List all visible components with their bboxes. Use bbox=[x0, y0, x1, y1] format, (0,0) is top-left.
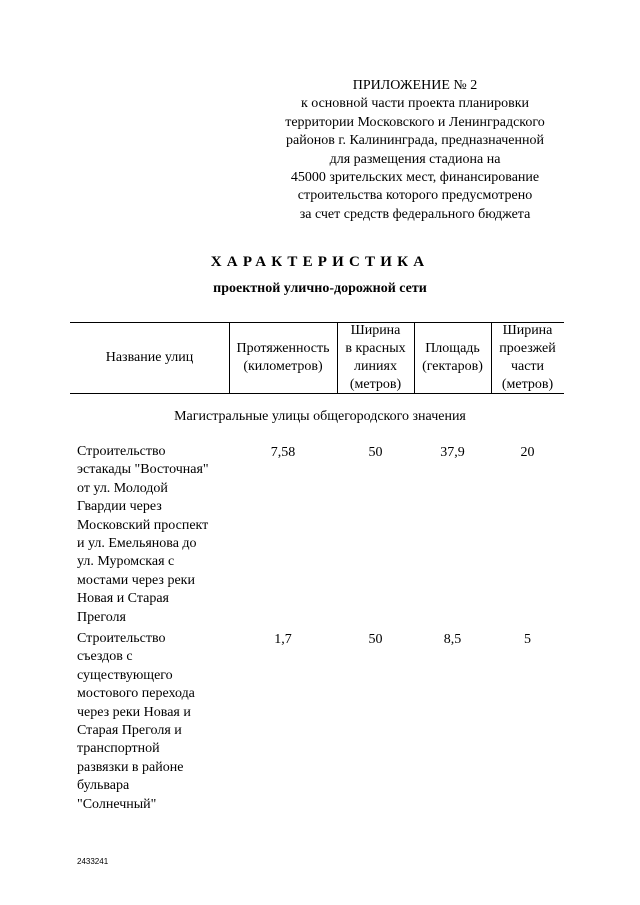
header-name-text: Название улиц bbox=[105, 349, 194, 365]
header-length bbox=[229, 322, 337, 393]
row-length: 7,58 bbox=[270, 445, 296, 460]
appendix-line: к основной части проекта планировки bbox=[300, 96, 530, 112]
appendix-block bbox=[250, 77, 580, 224]
header-text-line: Протяженность bbox=[236, 340, 330, 356]
header-width-red bbox=[337, 322, 414, 393]
header-text-line: (гектаров) bbox=[422, 358, 483, 374]
row-width-road: 20 bbox=[520, 445, 535, 460]
row-name: Строительство съездов с существующего мостового перехода через реки Новая и Старая Преголя и транспортной развязки в районе бульвара "Солнечный" bbox=[77, 631, 195, 812]
header-text-line: линиях bbox=[354, 358, 397, 374]
appendix-line: для размещения стадиона на bbox=[329, 151, 501, 167]
row-name: Строительство эстакады "Восточная" от ул. Молодой Гвардии через Московский проспект и ул. Емельянова до ул. Муромская с мостами через реки Новая и Старая Преголя bbox=[77, 444, 209, 625]
header-text-line: (километров) bbox=[243, 358, 323, 374]
row-width-red: 50 bbox=[368, 445, 383, 460]
header-text-line: в красных bbox=[345, 340, 406, 356]
document-subtitle: проектной улично-дорожной сети bbox=[213, 281, 427, 296]
header-text-line: части bbox=[510, 358, 545, 374]
header-text-line: (метров) bbox=[501, 376, 554, 392]
header-text-line: Ширина bbox=[502, 322, 553, 338]
appendix-line: районов г. Калининграда, предназначенной bbox=[286, 133, 544, 149]
appendix-line: ПРИЛОЖЕНИЕ № 2 bbox=[352, 78, 478, 93]
appendix-line: за счет средств федерального бюджета bbox=[299, 206, 531, 222]
header-area bbox=[414, 322, 491, 393]
row-area: 37,9 bbox=[440, 445, 465, 460]
row-width-road: 5 bbox=[524, 632, 531, 647]
row-width-red: 50 bbox=[368, 632, 383, 647]
appendix-line: 45000 зрительских мест, финансирование bbox=[290, 170, 540, 186]
appendix-line: территории Московского и Ленинградского bbox=[285, 114, 545, 130]
header-width-road bbox=[491, 322, 564, 393]
header-text-line: проезжей bbox=[499, 340, 556, 356]
row-length: 1,7 bbox=[274, 632, 292, 647]
header-text-line: Ширина bbox=[350, 322, 401, 338]
section-heading: Магистральные улицы общегородского значения bbox=[174, 409, 466, 424]
appendix-line: строительства которого предусмотрено bbox=[297, 188, 533, 204]
document-title: ХАРАКТЕРИСТИКА bbox=[210, 254, 430, 270]
header-text-line: (метров) bbox=[349, 376, 402, 392]
header-name bbox=[70, 322, 229, 393]
row-area: 8,5 bbox=[443, 632, 462, 647]
document-code: 2433241 bbox=[77, 857, 109, 866]
header-bottom-rule bbox=[70, 393, 564, 394]
header-text-line: Площадь bbox=[425, 340, 480, 356]
